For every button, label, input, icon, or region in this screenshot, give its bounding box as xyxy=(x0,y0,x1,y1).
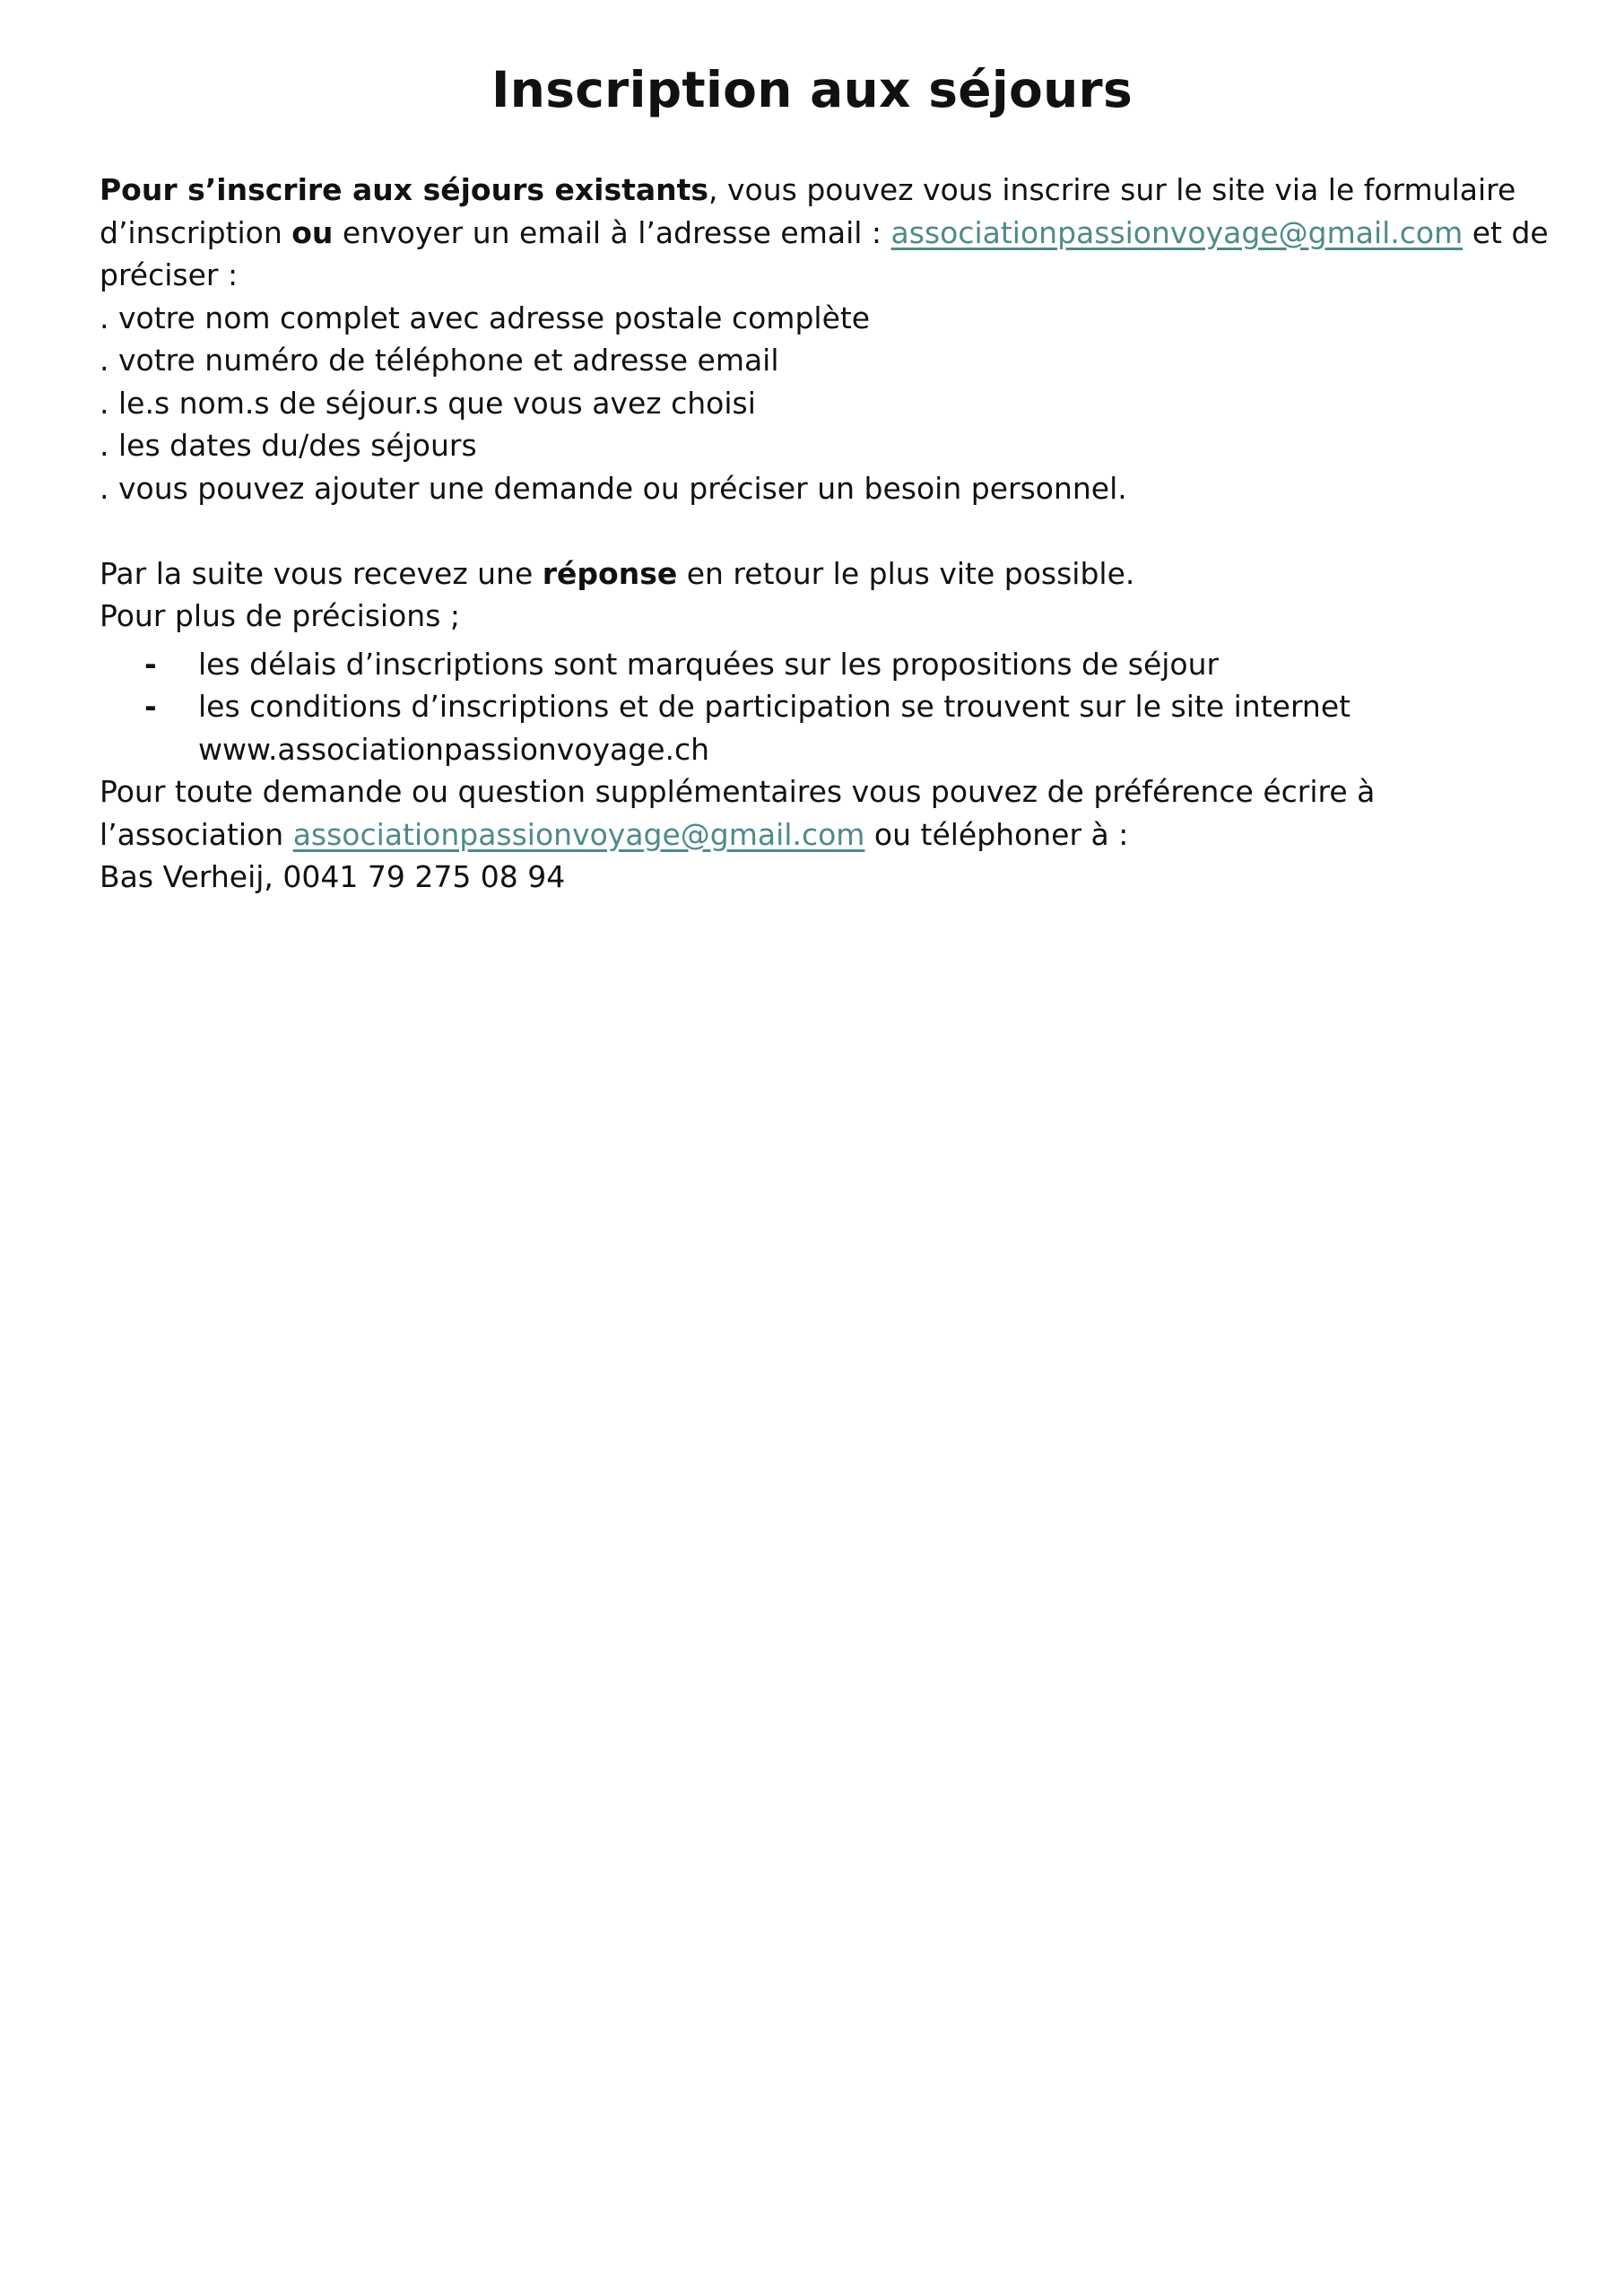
response-line xyxy=(100,552,1534,596)
more-info-line: Pour plus de précisions ; xyxy=(100,598,461,633)
requirement-item: . votre nom complet avec adresse postale complète xyxy=(100,300,871,335)
intro-bold-ou: ou xyxy=(291,214,334,250)
response-text-2: en retour le plus vite possible. xyxy=(677,555,1135,591)
paragraph-gap xyxy=(100,509,1534,552)
intro-line-1 xyxy=(100,169,1534,212)
contact-text-2: l’association xyxy=(100,816,293,852)
dash-bullet-icon: - xyxy=(144,646,157,682)
contact-line-1: Pour toute demande ou question supplémentaires vous pouvez de préférence écrire à xyxy=(100,774,1376,809)
response-text-1: Par la suite vous recevez une xyxy=(100,555,543,591)
intro-text-2: d’inscription xyxy=(100,214,292,250)
bullet-item-2-continuation: www.associationpassionvoyage.ch xyxy=(198,731,710,767)
contact-line-2 xyxy=(100,813,1534,857)
intro-text-1: , vous pouvez vous inscrire sur le site via le formulaire xyxy=(708,172,1516,207)
intro-text-3: envoyer un email à l’adresse email : xyxy=(333,214,891,250)
bullet-item-2-text: les conditions d’inscriptions et de participation se trouvent sur le site internet xyxy=(198,689,1351,724)
page-title: Inscription aux séjours xyxy=(491,61,1133,118)
dash-bullet-icon: - xyxy=(144,689,157,724)
bullet-item-2 xyxy=(100,685,1534,728)
response-bold: réponse xyxy=(542,555,678,591)
requirement-item: . votre numéro de téléphone et adresse email xyxy=(100,343,779,378)
contact-text-3: ou téléphoner à : xyxy=(864,816,1129,852)
bullet-item-1-text: les délais d’inscriptions sont marquées sur les propositions de séjour xyxy=(198,646,1220,682)
intro-line-2 xyxy=(100,212,1549,255)
requirement-item: . vous pouvez ajouter une demande ou préciser un besoin personnel. xyxy=(100,470,1127,506)
email-link-intro[interactable]: associationpassionvoyage@gmail.com xyxy=(890,214,1463,250)
bullet-item-1 xyxy=(100,643,1534,686)
contact-person: Bas Verheij, 0041 79 275 08 94 xyxy=(100,859,566,894)
intro-bold-lead: Pour s’inscrire aux séjours existants xyxy=(100,172,709,207)
intro-text-4: et de xyxy=(1463,214,1549,250)
document-body xyxy=(100,169,1549,899)
intro-line-3: préciser : xyxy=(100,257,239,292)
email-link-contact[interactable]: associationpassionvoyage@gmail.com xyxy=(292,816,865,852)
requirement-item: . le.s nom.s de séjour.s que vous avez choisi xyxy=(100,385,756,421)
requirement-item: . les dates du/des séjours xyxy=(100,428,477,463)
